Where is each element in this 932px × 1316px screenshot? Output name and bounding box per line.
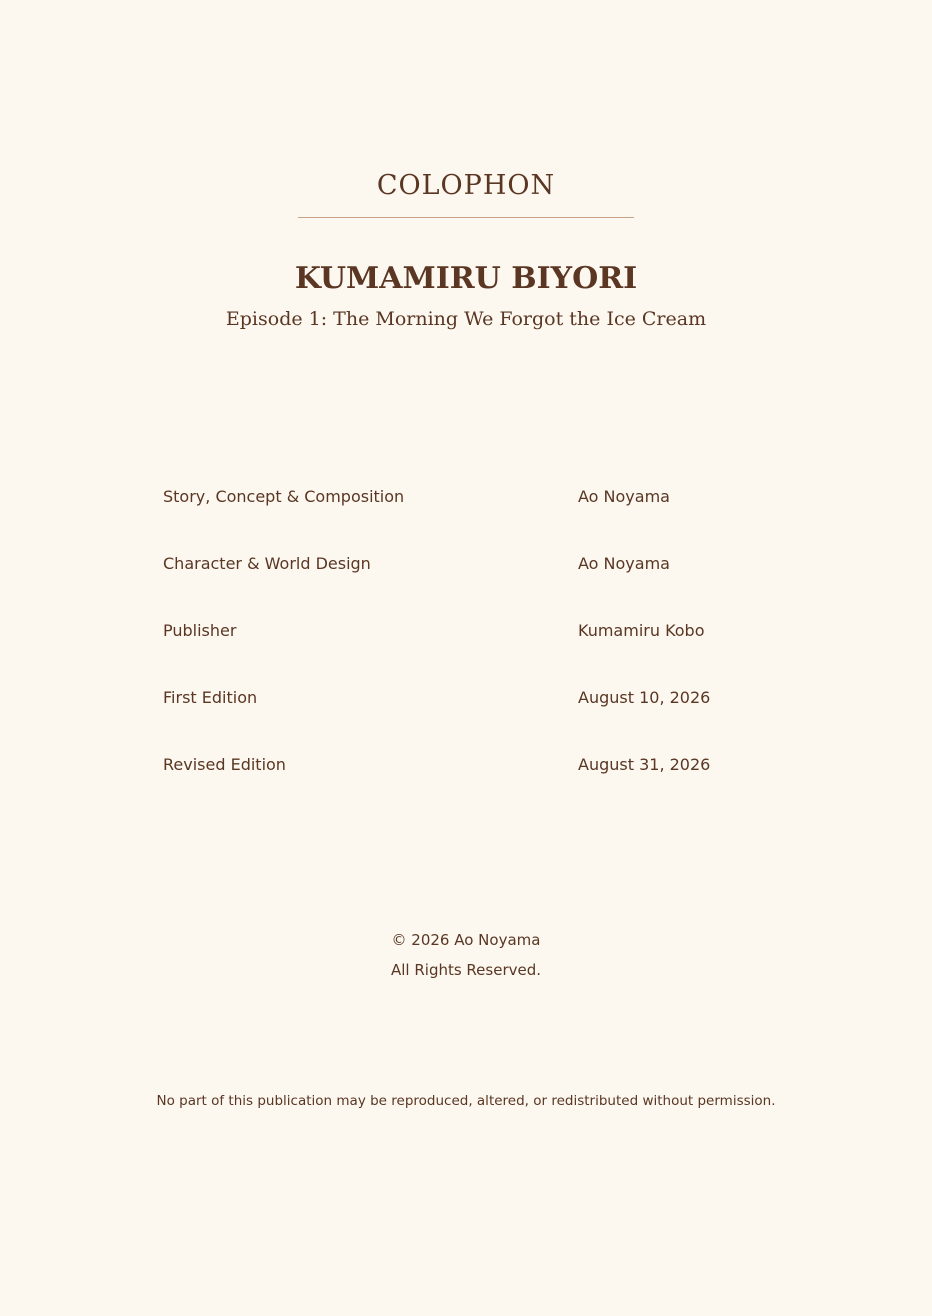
credit-name: August 10, 2026: [578, 688, 711, 707]
credit-role: Story, Concept & Composition: [163, 487, 405, 506]
credit-role: Character & World Design: [163, 554, 371, 573]
credit-row-revised-edition: [163, 752, 783, 819]
credits-list: [163, 484, 783, 819]
rights-line: All Rights Reserved.: [390, 961, 542, 979]
copyright-line: © 2026 Ao Noyama: [391, 931, 541, 949]
reproduction-notice: No part of this publication may be reproduced, altered, or redistributed without permission.: [156, 1093, 776, 1109]
credit-role: Revised Edition: [163, 755, 286, 774]
episode-subtitle: Episode 1: The Morning We Forgot the Ice Cream: [225, 308, 707, 330]
credit-name: August 31, 2026: [578, 755, 711, 774]
credit-row-publisher: [163, 618, 783, 685]
credit-name: Ao Noyama: [578, 554, 670, 573]
credit-row-design: [163, 551, 783, 618]
credit-role: First Edition: [163, 688, 258, 707]
credit-row-story: [163, 484, 783, 551]
credit-name: Ao Noyama: [578, 487, 670, 506]
credit-role: Publisher: [163, 621, 237, 640]
heading-divider: [298, 217, 634, 218]
colophon-heading: COLOPHON: [376, 170, 556, 201]
book-title: KUMAMIRU BIYORI: [294, 261, 638, 296]
credit-row-first-edition: [163, 685, 783, 752]
credit-name: Kumamiru Kobo: [578, 621, 705, 640]
